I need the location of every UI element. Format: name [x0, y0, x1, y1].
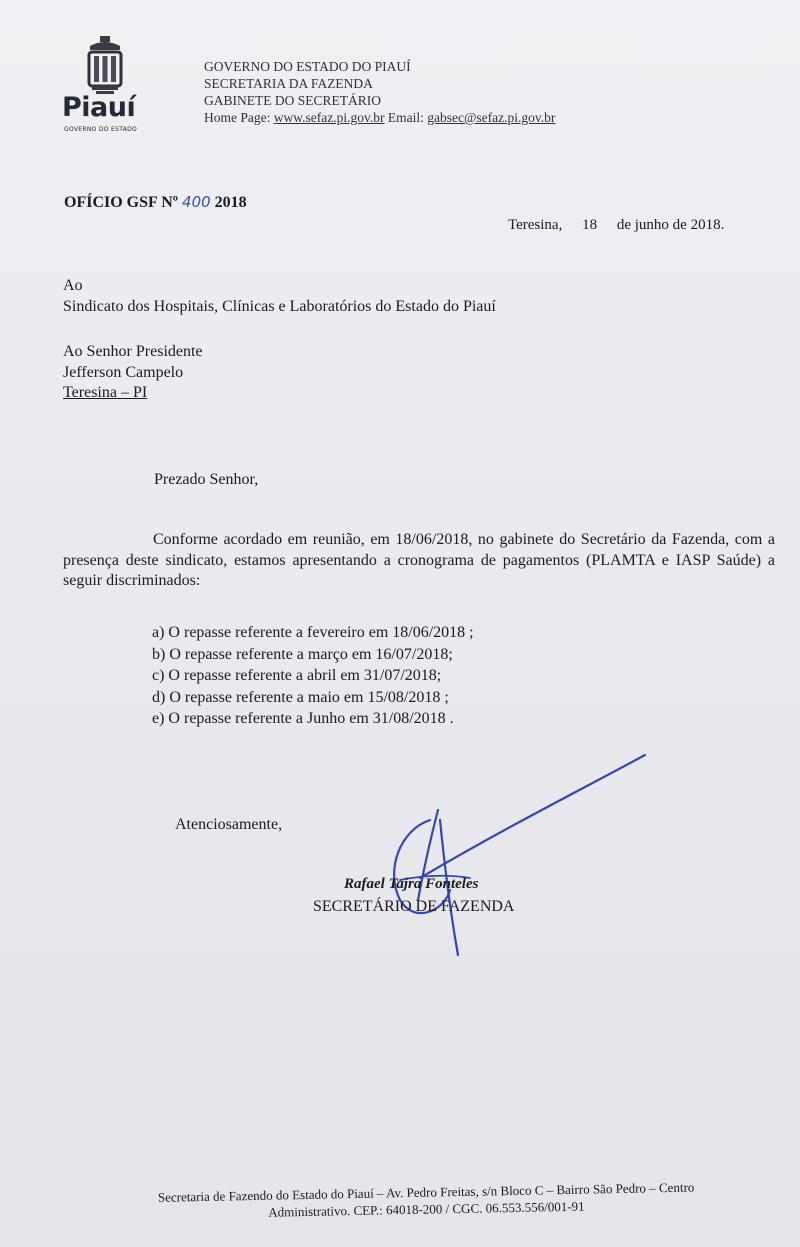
recipient-person-block	[63, 342, 203, 404]
reference-prefix: OFÍCIO GSF Nº	[64, 194, 179, 211]
recipient-city: Teresina – PI	[63, 384, 148, 401]
home-page-label: Home Page:	[204, 110, 271, 125]
list-item: b) O repasse referente a março em 16/07/2018;	[152, 645, 453, 663]
list-item: c) O repasse referente a abril em 31/07/2018;	[152, 667, 442, 684]
place-and-date	[508, 217, 740, 234]
handwritten-signature	[360, 750, 660, 960]
document-reference	[64, 193, 247, 212]
date-city: Teresina,	[508, 217, 563, 233]
footer-line-1: Secretaria de Fazendo do Estado do Piauí – Av. Pedro Freitas, s/n Bloco C – Bairro São Pedro – Centro	[157, 1179, 695, 1205]
salutation: Prezado Senhor,	[154, 471, 259, 488]
logo-subtitle: GOVERNO DO ESTADO	[64, 126, 138, 133]
date-day: 18	[582, 217, 598, 233]
handwritten-number: 400	[182, 193, 211, 211]
recipient-organization: Sindicato dos Hospitais, Clínicas e Laboratórios do Estado do Piauí	[63, 297, 496, 315]
coat-of-arms-icon	[80, 34, 130, 98]
letterhead-line-cabinet: GABINETE DO SECRETÁRIO	[204, 93, 381, 108]
list-item: e) O repasse referente a Junho em 31/08/2018 .	[152, 710, 454, 727]
reference-year: 2018	[214, 194, 247, 211]
body-paragraph: Conforme acordado em reunião, em 18/06/2018, no gabinete do Secretário da Fazenda, com a presença deste sindicato, estamos apresentando a cronograma de pagamentos (PLAMTA e IASP Saúde) a seguir discriminados:	[63, 531, 775, 589]
recipient-to: Ao	[63, 277, 83, 294]
logo-wordmark: Piauí	[62, 92, 136, 123]
signatory-name: Rafael Tajra Fonteles	[344, 876, 479, 892]
recipient-attention: Ao Senhor Presidente	[63, 343, 203, 360]
email-label: Email:	[387, 110, 424, 125]
date-month-year: de junho de 2018.	[616, 217, 725, 233]
email-link[interactable]: gabsec@sefaz.pi.gov.br	[427, 110, 556, 125]
letterhead-line-secretariat: SECRETARIA DA FAZENDA	[204, 76, 373, 91]
footer-line-2: Administrativo. CEP.: 64018-200 / CGC. 06.553.556/001-91	[268, 1198, 585, 1220]
letterhead-contact	[204, 109, 555, 126]
home-page-link[interactable]: www.sefaz.pi.gov.br	[273, 110, 385, 125]
list-item: d) O repasse referente a maio em 15/08/2018 ;	[152, 688, 449, 706]
payment-schedule-list	[152, 622, 474, 730]
letterhead-text	[204, 58, 555, 126]
list-item: a) O repasse referente a fevereiro em 18/06/2018 ;	[152, 624, 474, 641]
letterhead-line-government: GOVERNO DO ESTADO DO PIAUÍ	[204, 59, 411, 74]
signatory-title: SECRETÁRIO DE FAZENDA	[313, 898, 515, 915]
recipient-org-block	[63, 276, 496, 317]
recipient-name: Jefferson Campelo	[63, 363, 184, 381]
footer-address	[96, 1177, 757, 1224]
closing: Atenciosamente,	[175, 816, 283, 833]
state-logo	[58, 34, 158, 134]
